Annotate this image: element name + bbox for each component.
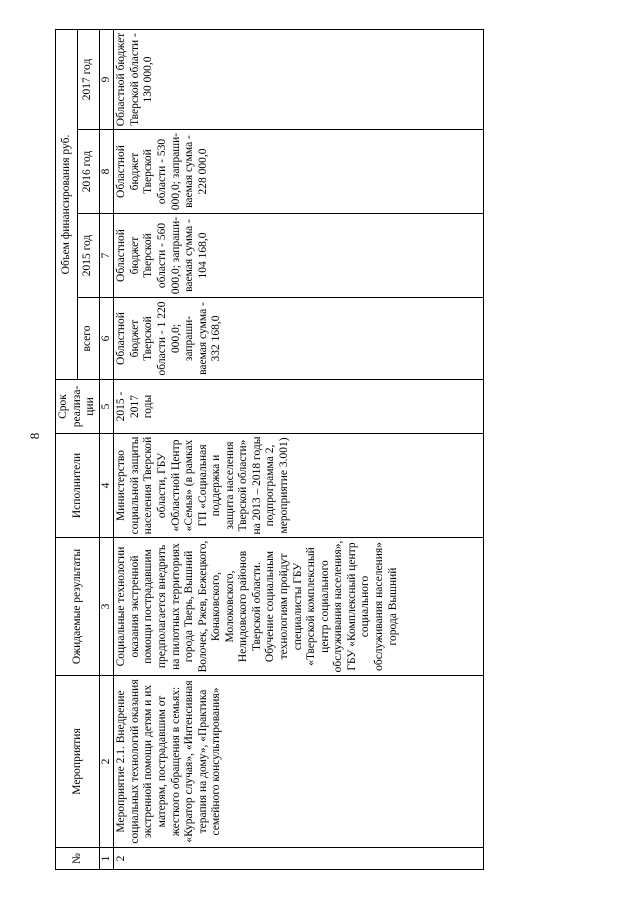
- col-number: 5: [99, 380, 114, 434]
- executors-cell: Министерство социальной защиты населения Тверской области, ГБУ «Областной Центр «Семья» (в рамках ГП «Социальная поддержка и защита населения Тверской области» на 2013 – 2018 годы подпрограмма 2, мероприятие 3.001): [114, 434, 484, 538]
- funding-table: [55, 29, 484, 870]
- header-expected-results: Ожидаемые результаты: [56, 538, 100, 676]
- col-number: 9: [99, 29, 114, 129]
- header-2017: 2017 год: [77, 29, 99, 129]
- rotated-page-content: [55, 30, 615, 870]
- col-number: 2: [99, 676, 114, 848]
- col-number: 1: [99, 848, 114, 870]
- header-no: №: [56, 848, 100, 870]
- header-funding: Объем финансирования руб.: [56, 29, 78, 379]
- col-number: 8: [99, 130, 114, 214]
- term-cell: 2015 - 2017 годы: [114, 380, 484, 434]
- expected-results-cell: Социальные технологии оказания экстренной помощи пострадавшим предполагается внедрить на пилотных территориях города Тверь, Вышний Волочек, Ржев, Бежецкого, Конаковского, Молоковского, Нелидовского районов Тверской области. Обучение социальным технологиям пройдут специалисты ГБУ «Тверской комплексный центр социального обслуживания населения», ГБУ «Комплексный центр социального обслуживания населения» города Вышний: [114, 538, 484, 676]
- funding-2015-cell: Областной бюджет Тверской области - 560 000,0; запраши-ваемая сумма - 104 168,0: [114, 214, 484, 298]
- activity-cell: Мероприятие 2.1. Внедрение социальных технологий оказания экстренной помощи детям и их матерям, пострадавшим от жесткого обращения в семьях: «Куратор случая», «Интенсивная терапия на дому», «Практика семейного консультирования»: [114, 676, 484, 848]
- column-number-row: [99, 29, 114, 869]
- table-row: [114, 29, 484, 869]
- total-cell: Областной бюджет Тверской области - 1 220 000,0; запраши-ваемая сумма - 332 168,0: [114, 298, 484, 380]
- header-total: всего: [77, 298, 99, 380]
- col-number: 3: [99, 538, 114, 676]
- col-number: 6: [99, 298, 114, 380]
- col-number: 7: [99, 214, 114, 298]
- row-number: 2: [114, 848, 484, 870]
- funding-2017-cell: Областной бюджет Тверской области - 130 000,0: [114, 29, 484, 129]
- header-executors: Исполнители: [56, 434, 100, 538]
- col-number: 4: [99, 434, 114, 538]
- header-activities: Мероприятия: [56, 676, 100, 848]
- header-2016: 2016 год: [77, 130, 99, 214]
- header-2015: 2015 год: [77, 214, 99, 298]
- page-number: 8: [27, 432, 42, 440]
- header-term: Срок реализа-ции: [56, 380, 100, 434]
- header-row: [56, 29, 78, 869]
- funding-2016-cell: Областной бюджет Тверской области - 530 000,0; запраши-ваемая сумма - 228 000,0: [114, 130, 484, 214]
